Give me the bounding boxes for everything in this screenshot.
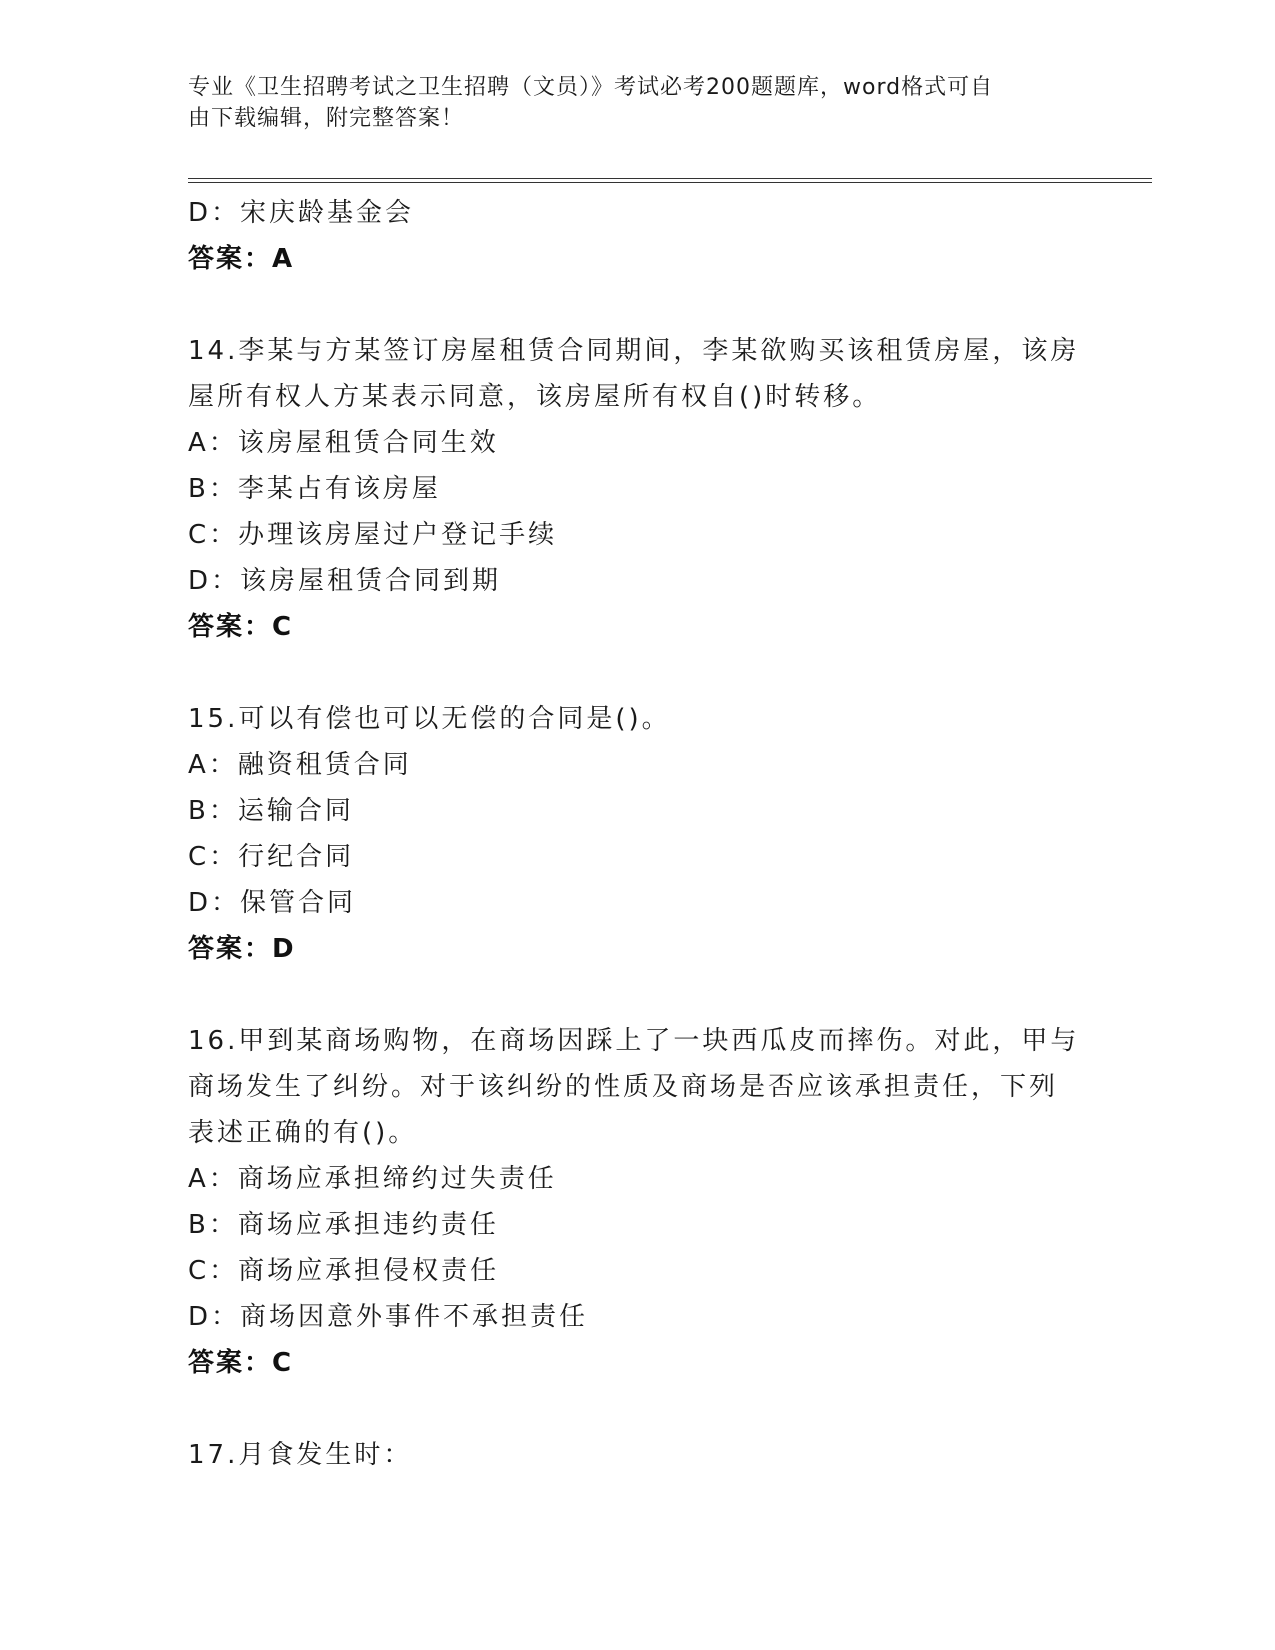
option-a: A：该房屋租赁合同生效 — [188, 428, 499, 458]
option-d: D：商场因意外事件不承担责任 — [188, 1302, 589, 1332]
header-line-1: 专业《卫生招聘考试之卫生招聘（文员）》考试必考200题题库，word格式可自 — [188, 75, 994, 100]
question-stem — [188, 1018, 1088, 1156]
option-d: D：该房屋租赁合同到期 — [188, 566, 502, 596]
option-b: B：运输合同 — [188, 796, 354, 826]
header-divider-top — [188, 178, 1152, 179]
question-stem — [188, 696, 1088, 742]
option-a: A：融资租赁合同 — [188, 750, 412, 780]
question-14 — [188, 328, 1088, 650]
question-stem — [188, 328, 1088, 420]
option-d: D：宋庆龄基金会 — [188, 198, 415, 228]
stem-line: 17.月食发生时： — [188, 1440, 413, 1470]
stem-line: 商场发生了纠纷。对于该纠纷的性质及商场是否应该承担责任，下列 — [188, 1072, 1059, 1102]
option-b: B：商场应承担违约责任 — [188, 1210, 499, 1240]
question-stem — [188, 1432, 1088, 1478]
answer-line: 答案：C — [188, 1348, 294, 1378]
stem-line: 14.李某与方某签订房屋租赁合同期间，李某欲购买该租赁房屋，该房 — [188, 336, 1080, 366]
header-line-2: 由下载编辑，附完整答案！ — [188, 106, 465, 131]
stem-line: 16.甲到某商场购物，在商场因踩上了一块西瓜皮而摔伤。对此，甲与 — [188, 1026, 1080, 1056]
stem-line: 表述正确的有()。 — [188, 1118, 418, 1148]
question-15 — [188, 696, 1088, 972]
question-16 — [188, 1018, 1088, 1386]
option-b: B：李某占有该房屋 — [188, 474, 441, 504]
page-header — [188, 72, 1068, 134]
option-a: A：商场应承担缔约过失责任 — [188, 1164, 557, 1194]
question-17 — [188, 1432, 1088, 1478]
carryover-question — [188, 190, 1088, 282]
header-divider-bottom — [188, 182, 1152, 183]
answer-line: 答案：C — [188, 612, 294, 642]
stem-line: 屋所有权人方某表示同意，该房屋所有权自()时转移。 — [188, 382, 882, 412]
answer-line: 答案：D — [188, 934, 296, 964]
document-body — [188, 190, 1088, 1478]
answer-line: 答案：A — [188, 244, 295, 274]
option-d: D：保管合同 — [188, 888, 357, 918]
option-c: C：行纪合同 — [188, 842, 355, 872]
stem-line: 15.可以有偿也可以无偿的合同是()。 — [188, 704, 671, 734]
option-c: C：商场应承担侵权责任 — [188, 1256, 500, 1286]
option-c: C：办理该房屋过户登记手续 — [188, 520, 558, 550]
